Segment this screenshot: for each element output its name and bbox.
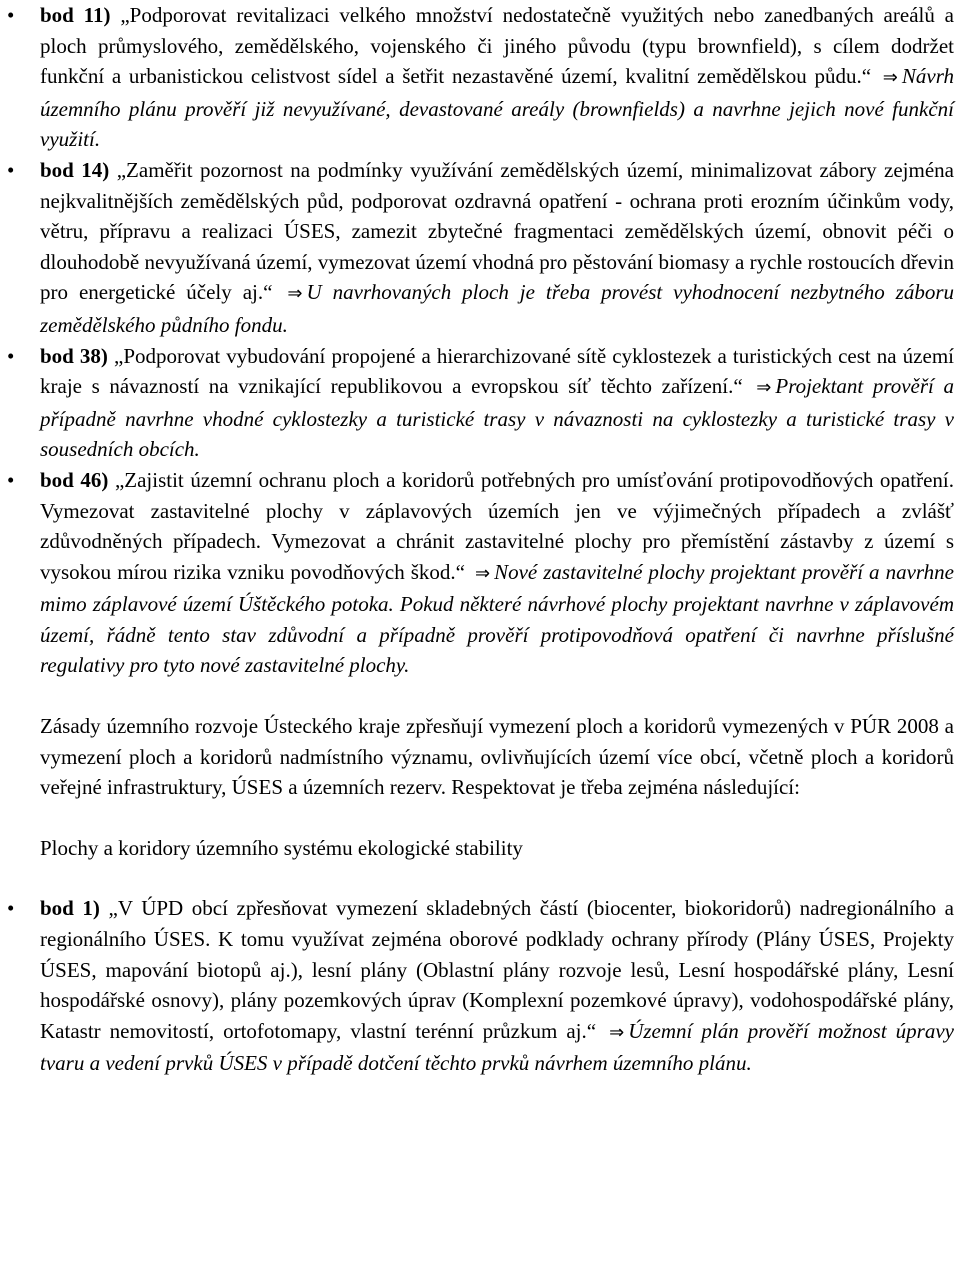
item-text: „Podporovat revitalizaci velkého množství nedostatečně využitých nebo zanedbaných areálů a ploch průmyslového, zemědělského, vojenského či jiného původu (typu brownfield), s cílem dodržet funkční a urbanistickou celistvost sídel a šetřit nezastavěné území, kvalitní zemědělskou půdu.“ xyxy=(40,3,954,89)
list-item-bod-1 xyxy=(7,893,954,1079)
item-number: bod 38) xyxy=(40,343,108,368)
body-paragraph: Zásady územního rozvoje Ústeckého kraje zpřesňují vymezení ploch a koridorů vymezených v PÚR 2008 a vymezení ploch a koridorů nadmístního významu, ovlivňujících území více obcí, včetně ploch a koridorů veřejné infrastruktury, ÚSES a územních rezerv. Respektovat je třeba zejména následující: xyxy=(40,714,954,800)
bullet-icon: • xyxy=(7,896,15,921)
list-item-bod-38 xyxy=(7,341,954,465)
bullet-icon: • xyxy=(7,467,15,492)
list-item-bod-11 xyxy=(7,0,954,155)
item-response: Nové zastavitelné plochy projektant prověří a navrhne mimo záplavové území Úštěckého potoka. Pokud některé návrhové plochy projektant navrhne v záplavovém území, řádně tento stav zdůvodní a případně prověří protipovodňová opatření či navrhne příslušné regulativy pro tyto nové zastavitelné plochy. xyxy=(40,559,955,678)
item-number: bod 1) xyxy=(40,896,100,921)
implies-arrow-icon: ⇒ xyxy=(475,562,491,584)
implies-arrow-icon: ⇒ xyxy=(609,1021,625,1043)
item-response: U navrhovaných ploch je třeba provést vyhodnocení nezbytného záboru zemědělského půdního fondu. xyxy=(40,280,955,337)
list-item-bod-46 xyxy=(7,465,955,681)
spacer xyxy=(40,863,954,893)
item-text: „Zajistit územní ochranu ploch a koridorů potřebných pro umísťování protipovodňových opatření. Vymezovat zastavitelné plochy v záplavových územích jen ve výjimečných případech a zvlášť zdůvodněných případech. Vymezovat a chránit zastavitelné plochy pro přemístění zástavby z území s vysokou mírou rizika vzniku povodňových škod.“ xyxy=(40,467,954,584)
implies-arrow-icon: ⇒ xyxy=(882,67,898,89)
bullet-icon: • xyxy=(7,3,15,27)
bullet-icon: • xyxy=(7,157,15,182)
item-number: bod 46) xyxy=(40,467,109,492)
item-text: „Zaměřit pozornost na podmínky využívání zemědělských území, minimalizovat zábory zejména nejkvalitnějších zemědělských půd, podporovat ozdravná opatření - ochrana proti erozním účinkům vody, větru, přípravu a realizaci ÚSES, zamezit zbytečné fragmentaci zemědělských území, obnovit péči o dlouhodobě nevyužívaná území, vymezovat území vhodná pro pěstování biomasy a rychle rostoucích dřevin pro energetické účely aj.“ xyxy=(40,157,954,305)
item-response: Návrh územního plánu prověří již nevyužívané, devastované areály (brownfields) a navrhne jejich nové funkční využití. xyxy=(40,64,954,152)
item-text: „Podporovat vybudování propojené a hierarchizované sítě cyklostezek a turistických cest na území kraje s návazností na vznikající republikovou a evropskou síť těchto zařízení.“ xyxy=(40,343,954,399)
item-number: bod 11) xyxy=(40,3,111,27)
list-item-bod-14 xyxy=(7,155,955,341)
implies-arrow-icon: ⇒ xyxy=(287,283,303,305)
spacer xyxy=(40,681,954,711)
implies-arrow-icon: ⇒ xyxy=(756,377,772,399)
item-number: bod 14) xyxy=(40,157,110,182)
section-heading: Plochy a koridory územního systému ekologické stability xyxy=(40,835,523,860)
bullet-icon: • xyxy=(7,343,15,368)
item-response: Projektant prověří a případně navrhne vhodné cyklostezky a turistické trasy v návaznosti na cyklostezky a turistické trasy v sousedních obcích. xyxy=(40,374,954,462)
item-response: Územní plán prověří možnost úpravy tvaru a vedení prvků ÚSES v případě dotčení těchto prvků návrhem územního plánu. xyxy=(40,1018,954,1076)
item-text: „V ÚPD obcí zpřesňovat vymezení skladebných částí (biocenter, biokoridorů) nadregionálního a regionálního ÚSES. K tomu využívat zejména oborové podklady ochrany přírody (Plány ÚSES, Projekty ÚSES, mapování biotopů aj.), lesní plány (Oblastní plány rozvoje lesů, Lesní hospodářské plány, Lesní hospodářské osnovy), plány pozemkových úprav (Komplexní pozemkové úpravy), vodohospodářské plány, Katastr nemovitostí, ortofotomapy, vlastní terénní průzkum aj.“ xyxy=(40,896,954,1043)
spacer xyxy=(40,803,954,833)
